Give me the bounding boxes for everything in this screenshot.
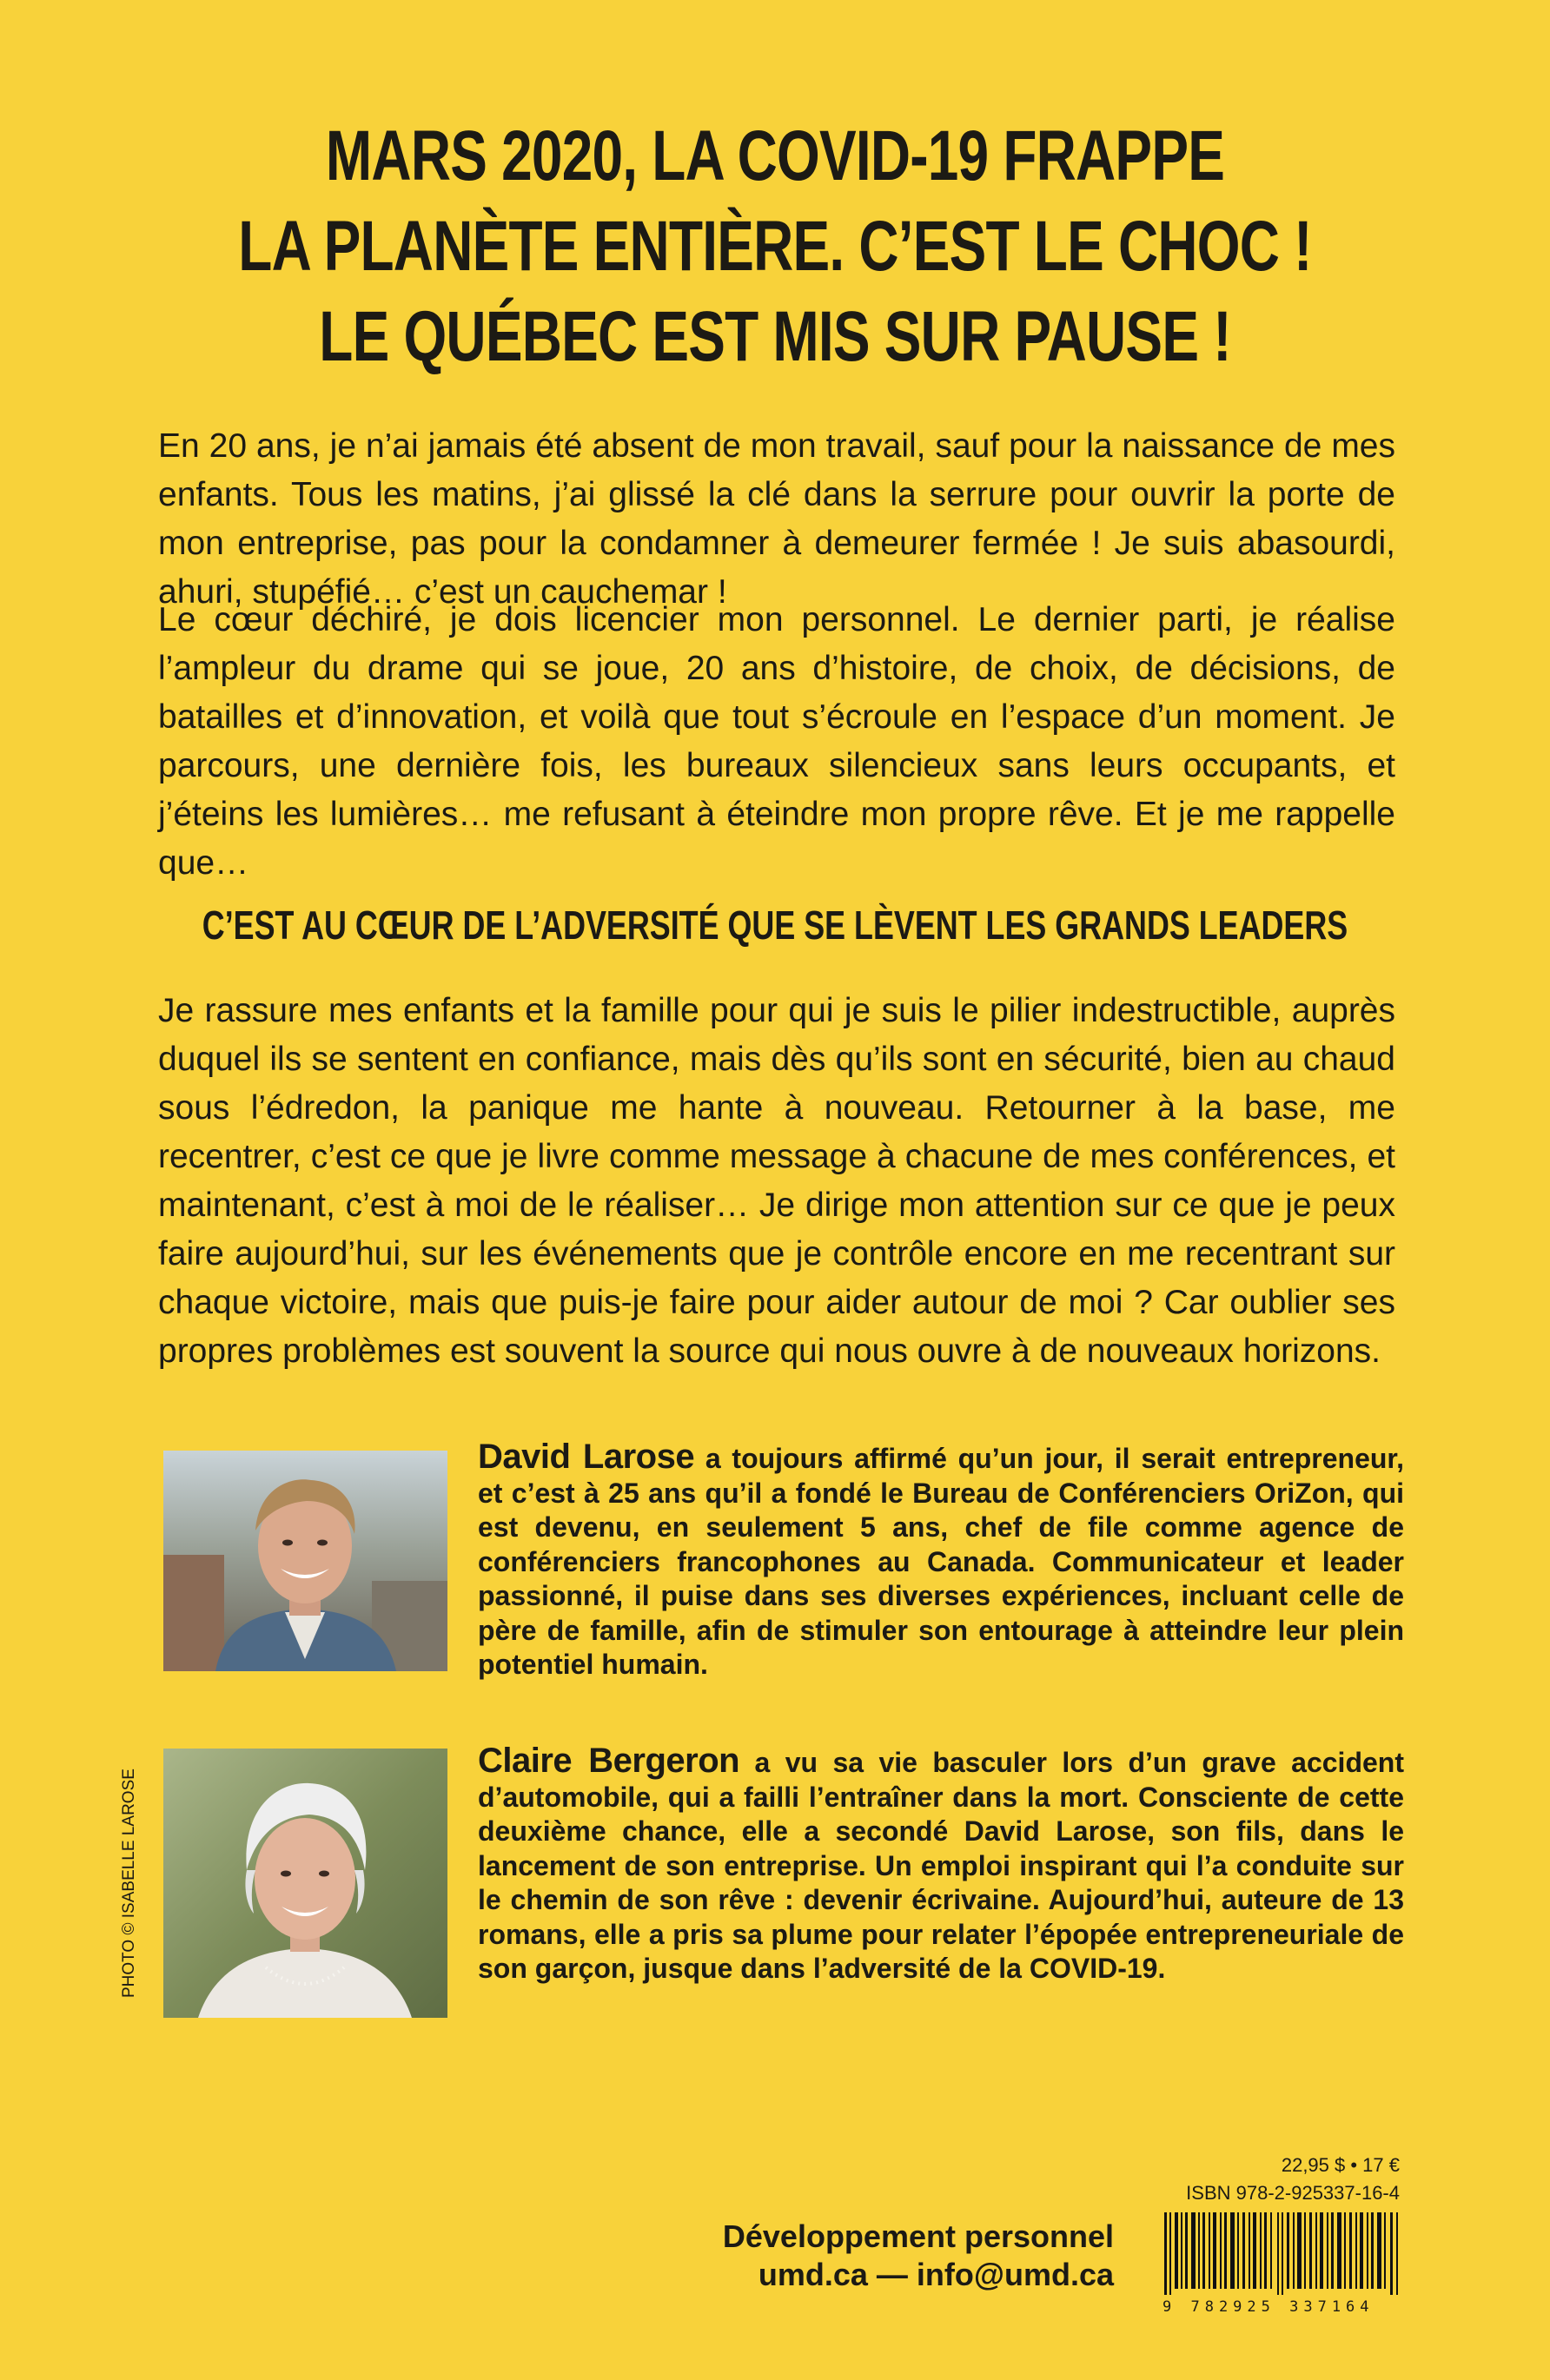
paragraph-3: Je rassure mes enfants et la famille pour qui je suis le pilier indestructible, auprès duquel ils se sentent en confiance, mais dès qu’ils sont en sécurité, bien au chaud sous l’édredon, la panique me hante à nouveau. Retourner à la base, me recentrer, c’est ce que je livre comme message à chacune de mes conférences, et maintenant, c’est à moi de le réaliser… Je dirige mon attention sur ce que je peux faire aujourd’hui, sur les événements que je contrôle encore en me recentrant sur chaque victoire, mais que puis-je faire pour aider autour de moi ? Car oublier ses propres problèmes est souvent la source qui nous ouvre à de nouveaux horizons.	[158, 992, 1395, 1370]
claire-bergeron-photo	[163, 1749, 447, 2018]
david-larose-photo	[163, 1451, 447, 1671]
david-larose-name: David Larose	[478, 1438, 695, 1476]
headline-line-3: LE QUÉBEC EST MIS SUR PAUSE !	[319, 297, 1231, 376]
photo-credit: PHOTO © ISABELLE LAROSE	[120, 1768, 138, 1998]
book-category: Développement personnel	[722, 2218, 1114, 2254]
price-label: 22,95 $ • 17 €	[1281, 2154, 1400, 2176]
claire-bergeron-bio	[478, 1744, 1404, 1987]
barcode-digits: 9 782925 337164	[1162, 2298, 1374, 2316]
paragraph-2: Le cœur déchiré, je dois licencier mon personnel. Le dernier parti, je réalise l’ampleur du drame qui se joue, 20 ans d’histoire, de choix, de décisions, de batailles et d’innovation, et voilà que tout s’écroule en l’espace d’un moment. Je parcours, une dernière fois, les bureaux silencieux sans leurs occupants, et j’éteins les lumières… me refusant à éteindre mon propre rêve. Et je me rappelle que…	[158, 601, 1395, 882]
headline-line-1: MARS 2020, LA COVID-19 FRAPPE	[325, 116, 1225, 195]
david-larose-bio	[478, 1440, 1404, 1683]
paragraph-1: En 20 ans, je n’ai jamais été absent de mon travail, sauf pour la naissance de mes enfants. Tous les matins, j’ai glissé la clé dans la serrure pour ouvrir la porte de mon entreprise, pas pour la condamner à demeurer fermée ! Je suis abasourdi, ahuri, stupéfié… c’est un cauchemar !	[158, 427, 1395, 611]
david-larose-bio-text: a toujours affirmé qu’un jour, il serait entrepreneur, et c’est à 25 ans qu’il a fondé le Bureau de Conférenciers OriZon, qui est devenu, en seulement 5 ans, chef de file comme agence de conférenciers francophones au Canada. Communicateur et leader passionné, il puise dans ses diverses expériences, incluant celle de père de famille, afin de stimuler son entourage à atteindre leur plein potentiel humain.	[478, 1443, 1405, 1680]
cover-headline	[170, 111, 1380, 382]
claire-bergeron-name: Claire Bergeron	[478, 1742, 740, 1780]
publisher-contact: umd.ca — info@umd.ca	[758, 2257, 1114, 2292]
section-subheading: C’EST AU CŒUR DE L’ADVERSITÉ QUE SE LÈVENT LES GRANDS LEADERS	[202, 902, 1348, 948]
barcode	[1162, 2212, 1402, 2295]
headline-line-2: LA PLANÈTE ENTIÈRE. C’EST LE CHOC !	[238, 207, 1312, 286]
claire-bergeron-bio-text: a vu sa vie basculer lors d’un grave accident d’automobile, qui a failli l’entraîner dans la mort. Consciente de cette deuxième chance, elle a secondé David Larose, son fils, dans le lancement de son entreprise. Un emploi inspirant qui l’a conduite sur le chemin de son rêve : devenir écrivaine. Aujourd’hui, auteure de 13 romans, elle a pris sa plume pour relater l’épopée entrepreneuriale de son garçon, jusque dans l’adversité de la COVID-19.	[478, 1747, 1404, 1984]
isbn-label: ISBN 978-2-925337-16-4	[1186, 2182, 1400, 2204]
